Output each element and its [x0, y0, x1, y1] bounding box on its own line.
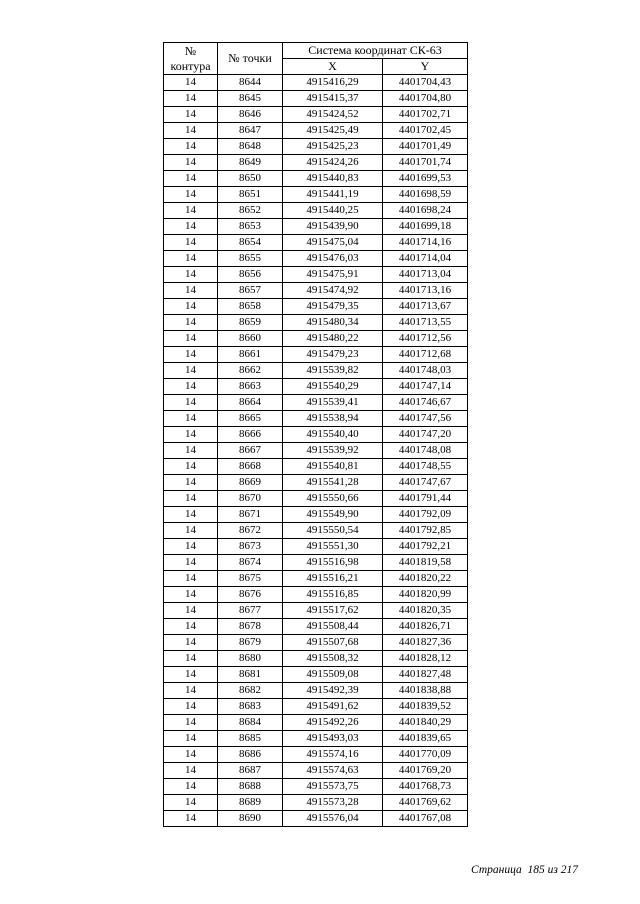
table-row — [164, 139, 468, 155]
table-row — [164, 283, 468, 299]
point-number-cell: 8644 — [218, 75, 283, 91]
table-row — [164, 763, 468, 779]
table-row — [164, 219, 468, 235]
y-coordinate-cell: 4401747,20 — [383, 427, 468, 443]
table-row — [164, 523, 468, 539]
y-coordinate-cell: 4401747,14 — [383, 379, 468, 395]
y-coordinate-cell: 4401704,80 — [383, 91, 468, 107]
point-number-cell: 8654 — [218, 235, 283, 251]
y-coordinate-cell: 4401827,36 — [383, 635, 468, 651]
y-coordinate-cell: 4401702,71 — [383, 107, 468, 123]
point-number-cell: 8667 — [218, 443, 283, 459]
x-coordinate-cell: 4915539,41 — [283, 395, 383, 411]
y-coordinate-cell: 4401839,52 — [383, 699, 468, 715]
table-row — [164, 187, 468, 203]
coordinates-table — [163, 42, 468, 827]
point-number-cell: 8645 — [218, 91, 283, 107]
table-row — [164, 203, 468, 219]
contour-number-cell: 14 — [164, 635, 218, 651]
contour-number-cell: 14 — [164, 491, 218, 507]
y-coordinate-cell: 4401701,74 — [383, 155, 468, 171]
y-coordinate-cell: 4401704,43 — [383, 75, 468, 91]
y-coordinate-cell: 4401713,04 — [383, 267, 468, 283]
y-coordinate-cell: 4401712,68 — [383, 347, 468, 363]
y-coordinate-cell: 4401713,16 — [383, 283, 468, 299]
x-coordinate-cell: 4915507,68 — [283, 635, 383, 651]
y-coordinate-cell: 4401701,49 — [383, 139, 468, 155]
point-number-cell: 8659 — [218, 315, 283, 331]
y-coordinate-cell: 4401702,45 — [383, 123, 468, 139]
table-row — [164, 683, 468, 699]
point-number-cell: 8683 — [218, 699, 283, 715]
y-coordinate-cell: 4401769,20 — [383, 763, 468, 779]
contour-number-cell: 14 — [164, 251, 218, 267]
x-column-header: X — [283, 59, 383, 75]
page-counter: Страница 185 из 217 — [471, 864, 578, 876]
point-number-cell: 8661 — [218, 347, 283, 363]
y-coordinate-cell: 4401714,04 — [383, 251, 468, 267]
x-coordinate-cell: 4915439,90 — [283, 219, 383, 235]
point-number-cell: 8668 — [218, 459, 283, 475]
contour-number-cell: 14 — [164, 363, 218, 379]
point-number-cell: 8680 — [218, 651, 283, 667]
contour-number-cell: 14 — [164, 459, 218, 475]
table-row — [164, 747, 468, 763]
point-number-cell: 8658 — [218, 299, 283, 315]
contour-number-cell: 14 — [164, 571, 218, 587]
y-coordinate-cell: 4401839,65 — [383, 731, 468, 747]
x-coordinate-cell: 4915551,30 — [283, 539, 383, 555]
x-coordinate-cell: 4915509,08 — [283, 667, 383, 683]
contour-number-cell: 14 — [164, 475, 218, 491]
x-coordinate-cell: 4915479,35 — [283, 299, 383, 315]
y-coordinate-cell: 4401819,58 — [383, 555, 468, 571]
contour-number-cell: 14 — [164, 587, 218, 603]
y-coordinate-cell: 4401713,67 — [383, 299, 468, 315]
y-coordinate-cell: 4401820,22 — [383, 571, 468, 587]
point-number-cell: 8686 — [218, 747, 283, 763]
y-coordinate-cell: 4401698,59 — [383, 187, 468, 203]
point-number-cell: 8687 — [218, 763, 283, 779]
table-row — [164, 603, 468, 619]
point-number-cell: 8660 — [218, 331, 283, 347]
table-row — [164, 539, 468, 555]
contour-number-cell: 14 — [164, 395, 218, 411]
table-row — [164, 571, 468, 587]
x-coordinate-cell: 4915539,92 — [283, 443, 383, 459]
x-coordinate-cell: 4915540,40 — [283, 427, 383, 443]
table-row — [164, 363, 468, 379]
coordinate-system-header: Система координат СК-63 — [283, 43, 468, 59]
point-number-cell: 8665 — [218, 411, 283, 427]
contour-number-cell: 14 — [164, 347, 218, 363]
contour-number-cell: 14 — [164, 283, 218, 299]
y-coordinate-cell: 4401748,03 — [383, 363, 468, 379]
table-row — [164, 475, 468, 491]
y-coordinate-cell: 4401698,24 — [383, 203, 468, 219]
contour-number-cell: 14 — [164, 811, 218, 827]
x-coordinate-cell: 4915517,62 — [283, 603, 383, 619]
y-coordinate-cell: 4401746,67 — [383, 395, 468, 411]
header-row-1 — [164, 43, 468, 59]
x-coordinate-cell: 4915540,81 — [283, 459, 383, 475]
table-row — [164, 795, 468, 811]
y-coordinate-cell: 4401820,99 — [383, 587, 468, 603]
contour-number-cell: 14 — [164, 443, 218, 459]
contour-number-cell: 14 — [164, 555, 218, 571]
point-number-cell: 8681 — [218, 667, 283, 683]
x-coordinate-cell: 4915425,49 — [283, 123, 383, 139]
table-row — [164, 619, 468, 635]
y-coordinate-cell: 4401747,56 — [383, 411, 468, 427]
x-coordinate-cell: 4915441,19 — [283, 187, 383, 203]
y-coordinate-cell: 4401792,09 — [383, 507, 468, 523]
point-number-cell: 8647 — [218, 123, 283, 139]
point-number-cell: 8666 — [218, 427, 283, 443]
x-coordinate-cell: 4915424,52 — [283, 107, 383, 123]
contour-number-cell: 14 — [164, 603, 218, 619]
contour-number-cell: 14 — [164, 139, 218, 155]
contour-number-cell: 14 — [164, 123, 218, 139]
point-number-cell: 8669 — [218, 475, 283, 491]
x-coordinate-cell: 4915508,32 — [283, 651, 383, 667]
x-coordinate-cell: 4915540,29 — [283, 379, 383, 395]
y-coordinate-cell: 4401713,55 — [383, 315, 468, 331]
contour-number-cell: 14 — [164, 699, 218, 715]
x-coordinate-cell: 4915492,39 — [283, 683, 383, 699]
y-coordinate-cell: 4401699,53 — [383, 171, 468, 187]
x-coordinate-cell: 4915440,83 — [283, 171, 383, 187]
x-coordinate-cell: 4915576,04 — [283, 811, 383, 827]
x-coordinate-cell: 4915573,28 — [283, 795, 383, 811]
table-row — [164, 75, 468, 91]
y-column-header: Y — [383, 59, 468, 75]
y-coordinate-cell: 4401767,08 — [383, 811, 468, 827]
point-number-cell: 8689 — [218, 795, 283, 811]
contour-number-cell: 14 — [164, 523, 218, 539]
point-number-cell: 8663 — [218, 379, 283, 395]
table-row — [164, 347, 468, 363]
x-coordinate-cell: 4915415,37 — [283, 91, 383, 107]
contour-number-header-line2: контура — [170, 58, 211, 73]
table-row — [164, 635, 468, 651]
contour-number-cell: 14 — [164, 155, 218, 171]
contour-number-header — [164, 43, 218, 75]
y-coordinate-cell: 4401792,85 — [383, 523, 468, 539]
y-coordinate-cell: 4401838,88 — [383, 683, 468, 699]
contour-number-cell: 14 — [164, 683, 218, 699]
x-coordinate-cell: 4915475,91 — [283, 267, 383, 283]
table-row — [164, 331, 468, 347]
contour-number-cell: 14 — [164, 731, 218, 747]
table-row — [164, 587, 468, 603]
contour-number-cell: 14 — [164, 411, 218, 427]
y-coordinate-cell: 4401699,18 — [383, 219, 468, 235]
table-row — [164, 235, 468, 251]
x-coordinate-cell: 4915549,90 — [283, 507, 383, 523]
point-number-cell: 8652 — [218, 203, 283, 219]
x-coordinate-cell: 4915416,29 — [283, 75, 383, 91]
contour-number-header-line1: № — [184, 43, 197, 58]
table-row — [164, 91, 468, 107]
y-coordinate-cell: 4401712,56 — [383, 331, 468, 347]
x-coordinate-cell: 4915493,03 — [283, 731, 383, 747]
x-coordinate-cell: 4915476,03 — [283, 251, 383, 267]
y-coordinate-cell: 4401792,21 — [383, 539, 468, 555]
table-row — [164, 395, 468, 411]
point-number-cell: 8670 — [218, 491, 283, 507]
point-number-cell: 8674 — [218, 555, 283, 571]
x-coordinate-cell: 4915550,66 — [283, 491, 383, 507]
y-coordinate-cell: 4401714,16 — [383, 235, 468, 251]
x-coordinate-cell: 4915440,25 — [283, 203, 383, 219]
point-number-cell: 8675 — [218, 571, 283, 587]
x-coordinate-cell: 4915538,94 — [283, 411, 383, 427]
point-number-cell: 8656 — [218, 267, 283, 283]
x-coordinate-cell: 4915479,23 — [283, 347, 383, 363]
x-coordinate-cell: 4915425,23 — [283, 139, 383, 155]
table-row — [164, 507, 468, 523]
table-row — [164, 555, 468, 571]
contour-number-cell: 14 — [164, 315, 218, 331]
contour-number-cell: 14 — [164, 779, 218, 795]
point-number-cell: 8673 — [218, 539, 283, 555]
table-row — [164, 315, 468, 331]
table-row — [164, 299, 468, 315]
table-row — [164, 107, 468, 123]
contour-number-cell: 14 — [164, 379, 218, 395]
y-coordinate-cell: 4401769,62 — [383, 795, 468, 811]
contour-number-cell: 14 — [164, 203, 218, 219]
table-row — [164, 667, 468, 683]
point-number-cell: 8655 — [218, 251, 283, 267]
point-number-cell: 8678 — [218, 619, 283, 635]
contour-number-cell: 14 — [164, 763, 218, 779]
point-number-cell: 8688 — [218, 779, 283, 795]
point-number-cell: 8685 — [218, 731, 283, 747]
y-coordinate-cell: 4401791,44 — [383, 491, 468, 507]
table-header — [164, 43, 468, 75]
point-number-cell: 8690 — [218, 811, 283, 827]
table-row — [164, 155, 468, 171]
point-number-cell: 8650 — [218, 171, 283, 187]
x-coordinate-cell: 4915492,26 — [283, 715, 383, 731]
table-row — [164, 379, 468, 395]
table-row — [164, 251, 468, 267]
x-coordinate-cell: 4915424,26 — [283, 155, 383, 171]
point-number-cell: 8684 — [218, 715, 283, 731]
y-coordinate-cell: 4401748,55 — [383, 459, 468, 475]
table-row — [164, 651, 468, 667]
contour-number-cell: 14 — [164, 747, 218, 763]
table-row — [164, 411, 468, 427]
contour-number-cell: 14 — [164, 539, 218, 555]
x-coordinate-cell: 4915516,85 — [283, 587, 383, 603]
y-coordinate-cell: 4401748,08 — [383, 443, 468, 459]
y-coordinate-cell: 4401827,48 — [383, 667, 468, 683]
contour-number-cell: 14 — [164, 267, 218, 283]
point-number-cell: 8662 — [218, 363, 283, 379]
contour-number-cell: 14 — [164, 507, 218, 523]
contour-number-cell: 14 — [164, 667, 218, 683]
x-coordinate-cell: 4915491,62 — [283, 699, 383, 715]
table-row — [164, 123, 468, 139]
point-number-cell: 8679 — [218, 635, 283, 651]
table-row — [164, 267, 468, 283]
table-body — [164, 75, 468, 827]
contour-number-cell: 14 — [164, 219, 218, 235]
contour-number-cell: 14 — [164, 107, 218, 123]
x-coordinate-cell: 4915474,92 — [283, 283, 383, 299]
x-coordinate-cell: 4915539,82 — [283, 363, 383, 379]
table-row — [164, 715, 468, 731]
point-number-cell: 8648 — [218, 139, 283, 155]
x-coordinate-cell: 4915516,98 — [283, 555, 383, 571]
x-coordinate-cell: 4915574,63 — [283, 763, 383, 779]
point-number-cell: 8682 — [218, 683, 283, 699]
contour-number-cell: 14 — [164, 619, 218, 635]
point-number-cell: 8653 — [218, 219, 283, 235]
y-coordinate-cell: 4401826,71 — [383, 619, 468, 635]
table-row — [164, 491, 468, 507]
point-number-header: № точки — [218, 43, 283, 75]
x-coordinate-cell: 4915480,34 — [283, 315, 383, 331]
point-number-cell: 8676 — [218, 587, 283, 603]
contour-number-cell: 14 — [164, 171, 218, 187]
x-coordinate-cell: 4915480,22 — [283, 331, 383, 347]
x-coordinate-cell: 4915550,54 — [283, 523, 383, 539]
x-coordinate-cell: 4915541,28 — [283, 475, 383, 491]
point-number-cell: 8664 — [218, 395, 283, 411]
point-number-cell: 8649 — [218, 155, 283, 171]
table-row — [164, 811, 468, 827]
x-coordinate-cell: 4915508,44 — [283, 619, 383, 635]
contour-number-cell: 14 — [164, 91, 218, 107]
table-row — [164, 459, 468, 475]
point-number-cell: 8671 — [218, 507, 283, 523]
contour-number-cell: 14 — [164, 651, 218, 667]
y-coordinate-cell: 4401840,29 — [383, 715, 468, 731]
point-number-cell: 8672 — [218, 523, 283, 539]
y-coordinate-cell: 4401768,73 — [383, 779, 468, 795]
table-row — [164, 779, 468, 795]
contour-number-cell: 14 — [164, 795, 218, 811]
table-row — [164, 699, 468, 715]
contour-number-cell: 14 — [164, 75, 218, 91]
contour-number-cell: 14 — [164, 235, 218, 251]
point-number-cell: 8646 — [218, 107, 283, 123]
point-number-cell: 8657 — [218, 283, 283, 299]
contour-number-cell: 14 — [164, 299, 218, 315]
table-row — [164, 427, 468, 443]
y-coordinate-cell: 4401770,09 — [383, 747, 468, 763]
y-coordinate-cell: 4401747,67 — [383, 475, 468, 491]
table-row — [164, 171, 468, 187]
table-row — [164, 731, 468, 747]
x-coordinate-cell: 4915574,16 — [283, 747, 383, 763]
x-coordinate-cell: 4915516,21 — [283, 571, 383, 587]
contour-number-cell: 14 — [164, 427, 218, 443]
contour-number-cell: 14 — [164, 331, 218, 347]
y-coordinate-cell: 4401828,12 — [383, 651, 468, 667]
point-number-cell: 8677 — [218, 603, 283, 619]
table-row — [164, 443, 468, 459]
x-coordinate-cell: 4915573,75 — [283, 779, 383, 795]
contour-number-cell: 14 — [164, 715, 218, 731]
contour-number-cell: 14 — [164, 187, 218, 203]
x-coordinate-cell: 4915475,04 — [283, 235, 383, 251]
y-coordinate-cell: 4401820,35 — [383, 603, 468, 619]
point-number-cell: 8651 — [218, 187, 283, 203]
